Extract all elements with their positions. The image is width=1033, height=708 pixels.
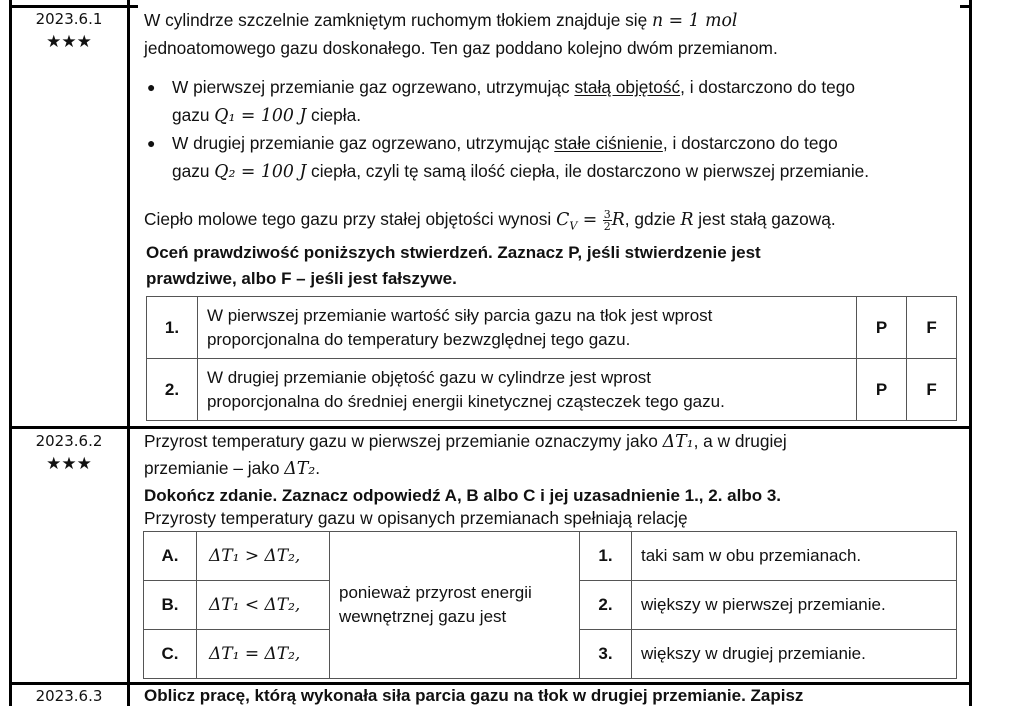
bullet-text: W pierwszej przemianie gaz ogrzewano, utrzymując — [172, 77, 575, 97]
bullet-text: W drugiej przemianie gaz ogrzewano, utrzymując — [172, 133, 555, 153]
cv-subscript: V — [569, 219, 578, 233]
heat-text: Ciepło molowe tego gazu przy stałej objętości wynosi — [144, 209, 557, 229]
gas-constant-symbol: R — [611, 210, 625, 230]
task-intro-line-2: jednoatomowego gazu doskonałego. Ten gaz poddano kolejno dwóm przemianom. — [144, 38, 778, 58]
difficulty-stars-icon: ★★★ — [46, 454, 92, 474]
option-letter[interactable]: C. — [144, 630, 197, 679]
reason-text[interactable]: większy w drugiej przemianie. — [632, 630, 957, 679]
false-option[interactable]: F — [907, 359, 957, 421]
frame-top-line-right — [960, 5, 972, 8]
statement-line: proporcjonalna do temperatury bezwzględnej tego gazu. — [206, 329, 631, 349]
delta-t2-math: ΔT₂ — [284, 459, 316, 479]
option-letter[interactable]: B. — [144, 581, 197, 630]
bullet-text: gazu — [172, 105, 215, 125]
instruction-line-2: prawdziwe, albo F – jeśli jest fałszywe. — [146, 269, 457, 288]
task-2-line-1 — [144, 429, 787, 454]
table-row — [147, 359, 957, 421]
underlined-phrase: stałą objętość — [574, 77, 681, 97]
task-id: 2023.6.1 — [35, 10, 103, 28]
gas-constant-symbol: R — [680, 210, 694, 230]
bullet-icon: ● — [147, 79, 156, 95]
because-cell — [330, 532, 580, 679]
heat-text: , gdzie — [624, 209, 681, 229]
task-2-stem: Przyrosty temperatury gazu w opisanych przemianach spełniają relację — [144, 508, 688, 528]
option-letter[interactable]: A. — [144, 532, 197, 581]
fraction-denominator: 2 — [603, 219, 611, 233]
task-id: 2023.6.2 — [35, 432, 103, 450]
bullet-text: , i dostarczono do tego — [680, 77, 855, 97]
option-relation[interactable]: ΔT₁ < ΔT₂, — [197, 581, 330, 630]
reason-number[interactable]: 3. — [580, 630, 632, 679]
equals-sign: = — [577, 210, 603, 230]
intro-text: W cylindrze szczelnie zamkniętym ruchomym tłokiem znajduje się — [144, 10, 653, 30]
task-id-cell — [12, 687, 126, 705]
bullet-text: , i dostarczono do tego — [662, 133, 838, 153]
heat-text: jest stałą gazową. — [693, 209, 836, 229]
statement-line: proporcjonalna do średniej energii kinetycznej cząsteczek tego gazu. — [206, 391, 725, 411]
heat-q1-math: Q₁ = 100 J — [214, 106, 307, 126]
option-relation[interactable]: ΔT₁ = ΔT₂, — [197, 630, 330, 679]
task-intro-line-1 — [144, 8, 737, 33]
instruction-line-1: Oceń prawdziwość poniższych stwierdzeń. Zaznacz P, jeśli stwierdzenie jest — [146, 243, 761, 262]
reason-number[interactable]: 1. — [580, 532, 632, 581]
bullet-1-line-1 — [172, 75, 855, 99]
task-2-line-2 — [144, 456, 320, 481]
reason-number[interactable]: 2. — [580, 581, 632, 630]
multiple-choice-table — [143, 531, 957, 679]
table-row — [144, 532, 957, 581]
task-text: . — [315, 458, 320, 478]
statement-line: W pierwszej przemianie wartość siły parcia gazu na tłok jest wprost — [206, 305, 713, 325]
false-option[interactable]: F — [907, 297, 957, 359]
task-text: przemianie – jako — [144, 458, 285, 478]
statement-text — [197, 297, 856, 359]
statement-text — [197, 359, 856, 421]
task-text: Przyrost temperatury gazu w pierwszej przemianie oznaczymy jako — [144, 431, 663, 451]
table-row — [147, 297, 957, 359]
task-3-instruction: Oblicz pracę, którą wykonała siła parcia gazu na tłok w drugiej przemianie. Zapisz — [144, 686, 804, 705]
underlined-phrase: stałe ciśnienie — [554, 133, 663, 153]
task-id: 2023.6.3 — [35, 687, 103, 705]
frame-id-column-divider — [127, 0, 130, 706]
because-line: wewnętrznej gazu jest — [339, 607, 507, 626]
frame-right-border — [969, 0, 972, 706]
delta-t1-math: ΔT₁ — [662, 432, 694, 452]
bullet-icon: ● — [147, 135, 156, 151]
true-option[interactable]: P — [857, 297, 907, 359]
fraction-numerator: 3 — [603, 207, 611, 221]
cv-symbol: C — [556, 210, 570, 230]
reason-text[interactable]: taki sam w obu przemianach. — [632, 532, 957, 581]
frame-left-border — [9, 0, 12, 706]
task-id-cell — [12, 432, 126, 474]
molar-heat-line — [144, 207, 836, 238]
bullet-2-line-2 — [172, 159, 869, 184]
because-line: ponieważ przyrost energii — [339, 583, 532, 602]
intro-math: n = 1 mol — [652, 11, 738, 31]
bullet-2-line-1 — [172, 131, 838, 155]
true-false-table — [146, 296, 957, 421]
option-relation[interactable]: ΔT₁ > ΔT₂, — [197, 532, 330, 581]
statement-number: 2. — [147, 359, 198, 421]
difficulty-stars-icon: ★★★ — [46, 32, 92, 52]
task-text: , a w drugiej — [693, 431, 787, 451]
frame-top-line-left — [9, 5, 138, 8]
statement-line: W drugiej przemianie objętość gazu w cylindrze jest wprost — [206, 367, 652, 387]
heat-q2-math: Q₂ = 100 J — [214, 162, 307, 182]
statement-number: 1. — [147, 297, 198, 359]
task-2-instruction: Dokończ zdanie. Zaznacz odpowiedź A, B albo C i jej uzasadnienie 1., 2. albo 3. — [144, 486, 781, 505]
reason-text[interactable]: większy w pierwszej przemianie. — [632, 581, 957, 630]
bullet-text: ciepła. — [306, 105, 362, 125]
true-option[interactable]: P — [857, 359, 907, 421]
fraction — [603, 209, 612, 232]
bullet-1-line-2 — [172, 103, 361, 128]
task-id-cell — [12, 10, 126, 52]
bullet-text: ciepła, czyli tę samą ilość ciepła, ile dostarczono w pierwszej przemianie. — [306, 161, 870, 181]
bullet-text: gazu — [172, 161, 215, 181]
